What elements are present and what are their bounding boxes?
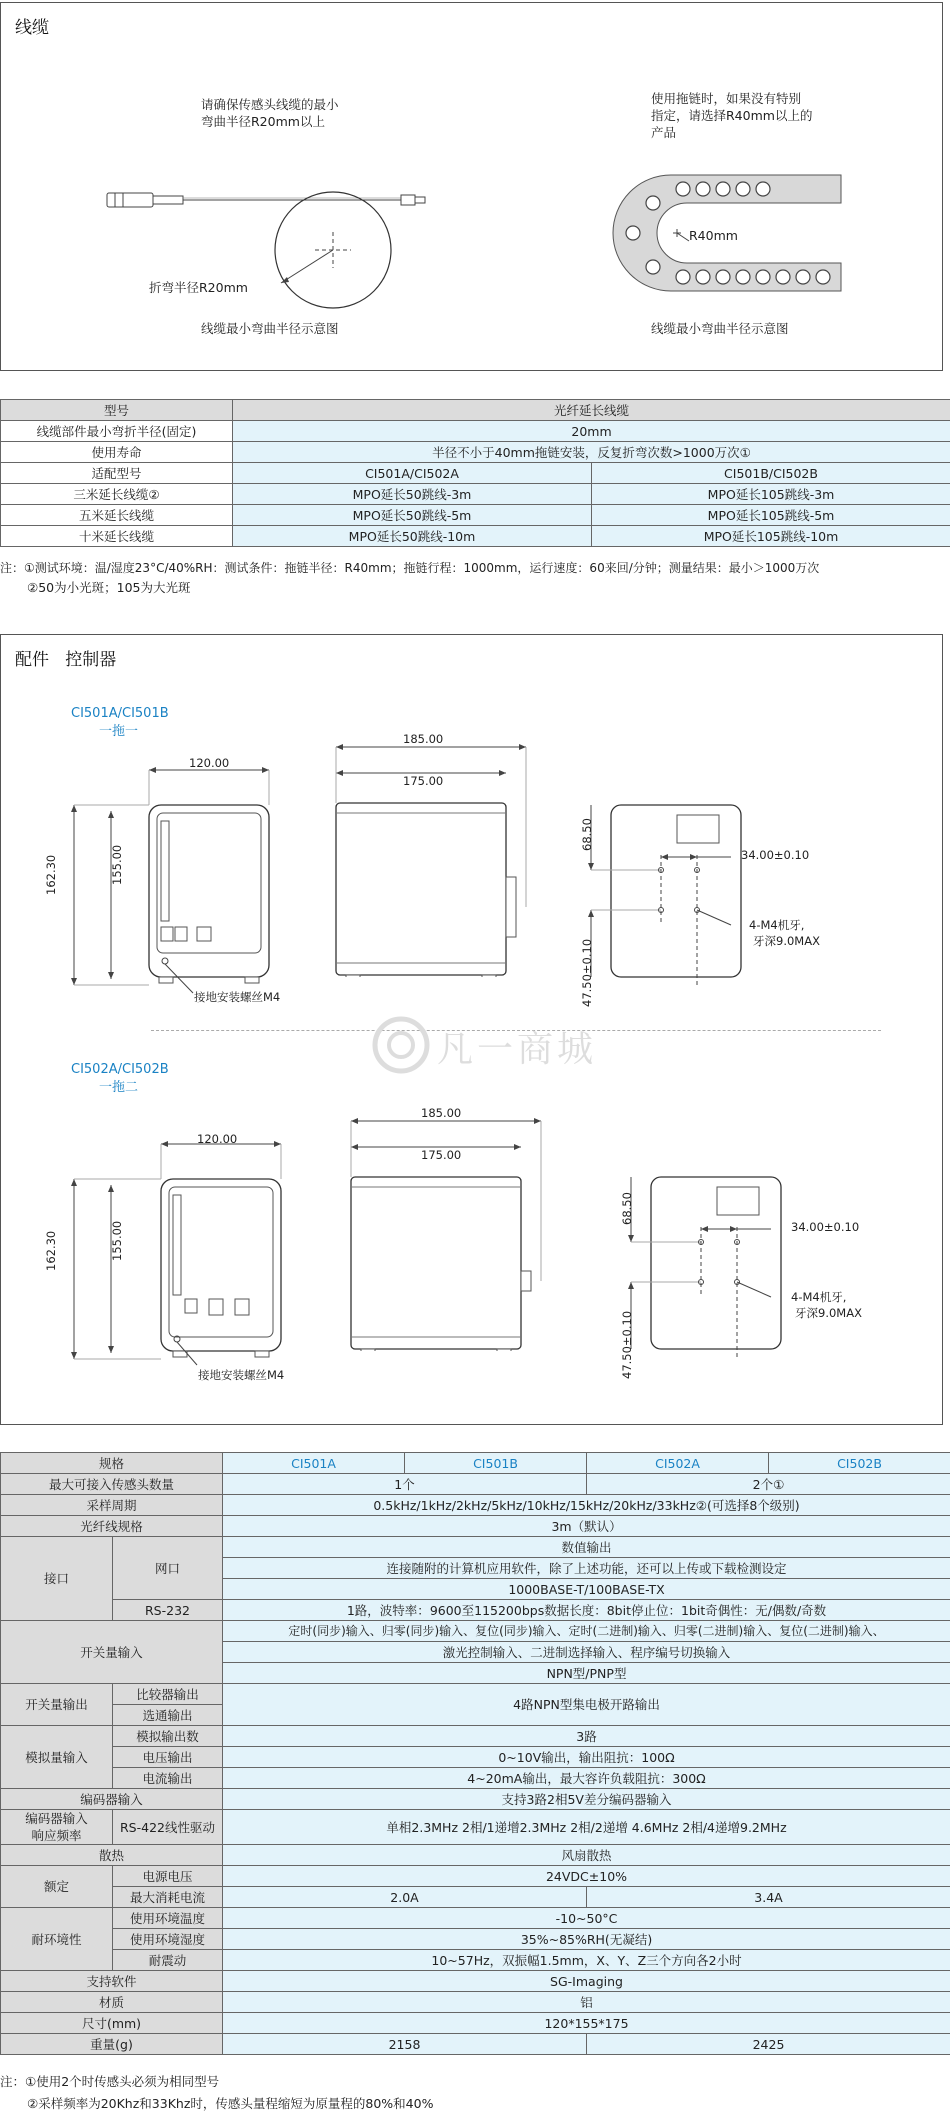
model1-ground-screw: 接地安装螺丝M4 (194, 990, 281, 1004)
spec-value: 单相2.3MHz 2相/1递增2.3MHz 2相/2递增 4.6MHz 2相/4递增9.2MHz (223, 1810, 950, 1845)
spec-value: 24VDC±10% (223, 1866, 950, 1887)
model1-type: 一拖一 (99, 724, 139, 739)
cable-row-value: 半径不小于40mm拖链安装，反复折弯次数>1000万次① (233, 442, 950, 463)
spec-value: 风扇散热 (223, 1845, 950, 1866)
controller-spec-table (0, 1452, 950, 2055)
spec-value: 3路 (223, 1726, 950, 1747)
spec-value: 10~57Hz，双振幅1.5mm，X、Y、Z三个方向各2小时 (223, 1950, 950, 1971)
spec-value: 1个 (223, 1474, 587, 1495)
model2-type: 一拖二 (99, 1080, 139, 1095)
model2-rear-top: 68.50 (620, 1192, 634, 1225)
model1-rear-view (581, 795, 831, 995)
cable-bend-diagram (101, 163, 461, 323)
model2-dim-width: 120.00 (197, 1132, 238, 1146)
model1-screw-note-2: 牙深9.0MAX (753, 934, 820, 948)
spec-value: 2158 (223, 2034, 587, 2055)
spec-header-model: CI501A (223, 1453, 405, 1474)
cable-row-value-b: MPO延长105跳线-3m (592, 484, 950, 505)
cable-row-label: 使用寿命 (1, 442, 233, 463)
spec-value: 2个① (587, 1474, 950, 1495)
spec-sublabel: 电源电压 (113, 1866, 223, 1887)
cable-section-title: 线缆 (15, 18, 49, 38)
model1-front-view (49, 765, 279, 995)
controller-section-title: 配件 控制器 (15, 650, 117, 670)
cable-table-header-model: 型号 (1, 400, 233, 421)
cable-row-value-b: MPO延长105跳线-5m (592, 505, 950, 526)
spec-value: 1000BASE-T/100BASE-TX (223, 1579, 950, 1600)
left-caption: 线缆最小弯曲半径示意图 (201, 321, 339, 336)
cable-row-label: 三米延长线缆② (1, 484, 233, 505)
spec-value: 2.0A (223, 1887, 587, 1908)
spec-sublabel: 最大消耗电流 (113, 1887, 223, 1908)
cable-row-label: 五米延长线缆 (1, 505, 233, 526)
right-note-line2: 指定，请选择R40mm以上的 (651, 108, 813, 123)
model2-dim-height-total: 162.30 (44, 1230, 58, 1271)
spec-header-model: CI502B (769, 1453, 950, 1474)
cable-spec-table (0, 399, 950, 547)
spec-value: 3.4A (587, 1887, 950, 1908)
right-note-line3: 产品 (651, 125, 677, 140)
spec-note-2: ②采样频率为20Khz和33Khz时，传感头量程缩短为原量程的80%和40% (27, 2096, 434, 2111)
spec-label: 采样周期 (1, 1495, 223, 1516)
model2-rear-bottom: 47.50±0.10 (620, 1310, 634, 1379)
spec-label: 支持软件 (1, 1971, 223, 1992)
spec-sublabel: 使用环境湿度 (113, 1929, 223, 1950)
spec-label: 模拟量输入 (1, 1726, 113, 1789)
cable-row-value-a: MPO延长50跳线-10m (233, 526, 592, 547)
model1-dim-width: 120.00 (189, 756, 230, 770)
watermark-text: 凡一商城 (437, 1029, 598, 1070)
spec-sublabel: 耐震动 (113, 1950, 223, 1971)
spec-value: 定时(同步)输入、归零(同步)输入、复位(同步)输入、定时(二进制)输入、归零(二进制)输入、复位(二进制)输入、 (223, 1621, 950, 1642)
spec-label: 光纤线规格 (1, 1516, 223, 1537)
spec-label: 开关量输出 (1, 1684, 113, 1726)
spec-value: NPN型/PNP型 (223, 1663, 950, 1684)
left-radius-label: 折弯半径R20mm (149, 280, 248, 295)
model2-name: CI502A/CI502B (71, 1062, 169, 1077)
model2-front-view (49, 1139, 309, 1369)
spec-label (1, 1810, 113, 1845)
spec-note-1: 注：①使用2个时传感头必须为相同型号 (0, 2074, 220, 2089)
model2-dim-depth-body: 175.00 (421, 1148, 462, 1162)
model1-name: CI501A/CI501B (71, 706, 169, 721)
model2-screw-note-2: 牙深9.0MAX (795, 1306, 862, 1320)
spec-header-model: CI502A (587, 1453, 769, 1474)
spec-label: 材质 (1, 1992, 223, 2013)
spec-sublabel: RS-422线性驱动 (113, 1810, 223, 1845)
model1-rear-bottom: 47.50±0.10 (580, 938, 594, 1007)
model1-rear-spacing: 34.00±0.10 (741, 848, 810, 862)
spec-label: 接口 (1, 1537, 113, 1621)
model1-screw-note-1: 4-M4机牙, (749, 918, 805, 932)
spec-label: 最大可接入传感头数量 (1, 1474, 223, 1495)
spec-sublabel: 比较器输出 (113, 1684, 223, 1705)
spec-value: 连接随附的计算机应用软件，除了上述功能，还可以上传或下载检测设定 (223, 1558, 950, 1579)
model1-dim-height-total: 162.30 (44, 854, 58, 895)
spec-sublabel: 模拟输出数 (113, 1726, 223, 1747)
spec-label: 开关量输入 (1, 1621, 223, 1684)
spec-label: 编码器输入 (1, 1789, 223, 1810)
spec-label: 额定 (1, 1866, 113, 1908)
spec-value: 2425 (587, 2034, 950, 2055)
spec-header-model: CI501B (405, 1453, 587, 1474)
spec-value: 数值输出 (223, 1537, 950, 1558)
cable-section (0, 2, 943, 371)
spec-value: 激光控制输入、二进制选择输入、程序编号切换输入 (223, 1642, 950, 1663)
spec-sublabel: 电压输出 (113, 1747, 223, 1768)
model2-dim-depth-total: 185.00 (421, 1106, 462, 1120)
controller-section (0, 634, 943, 1425)
spec-value: 支持3路2相5V差分编码器输入 (223, 1789, 950, 1810)
cable-note-2: ②50为小光斑；105为大光斑 (27, 580, 191, 595)
model2-rear-view (611, 1167, 861, 1367)
cable-note-1: 注：①测试环境：温/湿度23°C/40%RH：测试条件：拖链半径：R40mm；拖链行程：1000mm，运行速度：60来回/分钟；测量结果：最小＞1000万次 (0, 561, 820, 575)
spec-label-line: 响应频率 (31, 1828, 82, 1843)
cable-row-value-a: CI501A/CI502A (233, 463, 592, 484)
model1-dim-height-body: 155.00 (110, 844, 124, 885)
spec-header-label: 规格 (1, 1453, 223, 1474)
model1-dim-depth-body: 175.00 (403, 774, 444, 788)
spec-label-line: 编码器输入 (25, 1811, 88, 1826)
cable-row-label: 十米延长线缆 (1, 526, 233, 547)
cable-row-value-b: MPO延长105跳线-10m (592, 526, 950, 547)
spec-value: 120*155*175 (223, 2013, 950, 2034)
spec-sublabel: RS-232 (113, 1600, 223, 1621)
spec-value: -10~50°C (223, 1908, 950, 1929)
model1-dim-depth-total: 185.00 (403, 732, 444, 746)
right-radius-label: R40mm (689, 228, 738, 243)
spec-sublabel: 使用环境温度 (113, 1908, 223, 1929)
spec-label: 尺寸(mm) (1, 2013, 223, 2034)
spec-label: 散热 (1, 1845, 223, 1866)
spec-value: 35%~85%RH(无凝结) (223, 1929, 950, 1950)
cable-row-value-a: MPO延长50跳线-5m (233, 505, 592, 526)
spec-value: 1路，波特率：9600至115200bps数据长度：8bit停止位：1bit奇偶性：无/偶数/奇数 (223, 1600, 950, 1621)
cable-row-value-a: MPO延长50跳线-3m (233, 484, 592, 505)
spec-value: 0~10V输出，输出阻抗：100Ω (223, 1747, 950, 1768)
model1-rear-top: 68.50 (580, 818, 594, 851)
spec-value: 4路NPN型集电极开路输出 (223, 1684, 950, 1726)
spec-value: 3m（默认） (223, 1516, 950, 1537)
spec-value: 0.5kHz/1kHz/2kHz/5kHz/10kHz/15kHz/20kHz/33kHz②(可选择8个级别) (223, 1495, 950, 1516)
cable-row-value: 20mm (233, 421, 950, 442)
left-note-line2: 弯曲半径R20mm以上 (201, 114, 325, 129)
spec-value: SG-Imaging (223, 1971, 950, 1992)
model2-screw-note-1: 4-M4机牙, (791, 1290, 847, 1304)
right-caption: 线缆最小弯曲半径示意图 (651, 321, 789, 336)
spec-value: 铝 (223, 1992, 950, 2013)
model2-ground-screw: 接地安装螺丝M4 (198, 1368, 285, 1382)
spec-sublabel: 选通输出 (113, 1705, 223, 1726)
spec-label: 重量(g) (1, 2034, 223, 2055)
cable-row-value-b: CI501B/CI502B (592, 463, 950, 484)
spec-sublabel: 网口 (113, 1537, 223, 1600)
spec-value: 4~20mA输出，最大容许负载阻抗：300Ω (223, 1768, 950, 1789)
right-note-line1: 使用拖链时，如果没有特别 (651, 91, 802, 106)
spec-label: 耐环境性 (1, 1908, 113, 1971)
spec-sublabel: 电流输出 (113, 1768, 223, 1789)
cable-row-label: 线缆部件最小弯折半径(固定) (1, 421, 233, 442)
model2-rear-spacing: 34.00±0.10 (791, 1220, 860, 1234)
cable-table-header-product: 光纤延长线缆 (233, 400, 950, 421)
cable-row-label: 适配型号 (1, 463, 233, 484)
model2-dim-height-body: 155.00 (110, 1220, 124, 1261)
left-note-line1: 请确保传感头线缆的最小 (201, 97, 339, 112)
